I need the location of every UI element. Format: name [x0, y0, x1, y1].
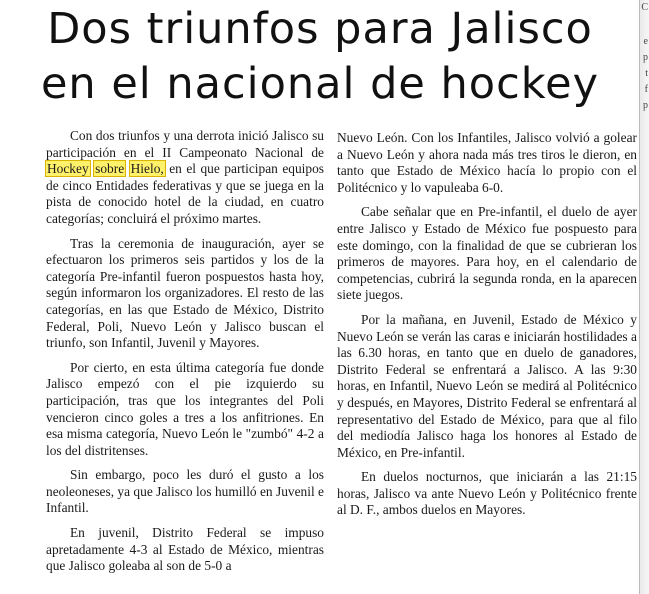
paragraph-1-text-a: Con dos triunfos y una derrota inició Jalisco su participación en el II Campeonato Nacional de [46, 128, 324, 160]
edge-fragment-6: p [643, 100, 648, 111]
edge-fragment-5: f [644, 84, 648, 95]
paragraph-7: Por la mañana, en Juvenil, Estado de México y Nuevo León se verán las caras e iniciarán hostilidades a las 6.30 horas, en tanto que en duelo de ganadores, Distrito Federal se enfrentará a Jalisco. A las 9:30 horas, en Infantil, Nuevo León se medirá al Politécnico y después, en Mayores, Distrito Federal se enfrentará al representativo del Estado de México, para que al filo del mediodía Jalisco haga los honores al Estado de México, en Pre-infantil. [337, 311, 637, 460]
paragraph-4: Sin embargo, poco les duró el gusto a los neoleoneses, ya que Jalisco los humilló en Juvenil e Infantil. [46, 467, 324, 516]
paragraph-1-text-b: en el que participan equipos de cinco Entidades federativas y que se juega en la pista de conocido hotel de la ciudad, en cuatro categorías; concluirá el próximo martes. [46, 161, 324, 226]
highlight-hielo: Hielo, [130, 161, 164, 177]
article-column-left [46, 128, 324, 583]
edge-fragment-1: C [641, 2, 648, 13]
paragraph-5: En juvenil, Distrito Federal se impuso apretadamente 4-3 al Estado de México, mientras que Jalisco goleaba al son de 5-0 a [46, 525, 324, 574]
paragraph-2: Tras la ceremonia de inauguración, ayer se efectuaron los primeros seis partidos y los de la categoría Pre-infantil fueron pospuestos hasta hoy, según informaron los organizadores. El resto de las categorías, en las que Estado de México, Distrito Federal, Poli, Nuevo León y Jalisco buscan el triunfo, son Infantil, Juvenil y Mayores. [46, 235, 324, 351]
highlight-hockey: Hockey [47, 161, 89, 177]
paragraph-1 [46, 128, 324, 228]
highlight-sobre: sobre [95, 161, 125, 177]
paragraph-6: Cabe señalar que en Pre-infantil, el duelo de ayer entre Jalisco y Estado de México fue pospuesto para este domingo, con la finalidad de que se cubrieran los primeros de mayores. Para hoy, en el calendario de competencias, cubrirá la segunda ronda, en la aparecen siete juegos. [337, 204, 637, 303]
adjacent-page-edge [639, 0, 649, 594]
edge-fragment-2: e [643, 36, 648, 47]
edge-fragment-4: t [645, 68, 648, 79]
article-headline [20, 2, 620, 112]
paragraph-5-continued: Nuevo León. Con los Infantiles, Jalisco volvió a golear a Nuevo León y ahora nada más tres tiros le dieron, en tanto que Estado de México hacía lo propio con el Politécnico y lo vapuleaba 6-0. [337, 130, 637, 195]
article-column-right [337, 130, 637, 527]
headline-line-1: Dos triunfos para Jalisco [47, 4, 593, 54]
paragraph-3: Por cierto, en esta última categoría fue donde Jalisco empezó con el pie izquierdo su participación, tras que los integrantes del Poli vencieron cinco goles a tres a los anfitriones. En esa misma categoría, Nuevo León le "zumbó" 4-2 a los del distritenses. [46, 359, 324, 458]
headline-line-2: en el nacional de hockey [40, 59, 600, 109]
paragraph-8: En duelos nocturnos, que iniciarán a las 21:15 horas, Jalisco va ante Nuevo León y Politécnico frente al D. F., ambos duelos en Mayores. [337, 469, 637, 518]
edge-fragment-3: p [643, 52, 648, 63]
